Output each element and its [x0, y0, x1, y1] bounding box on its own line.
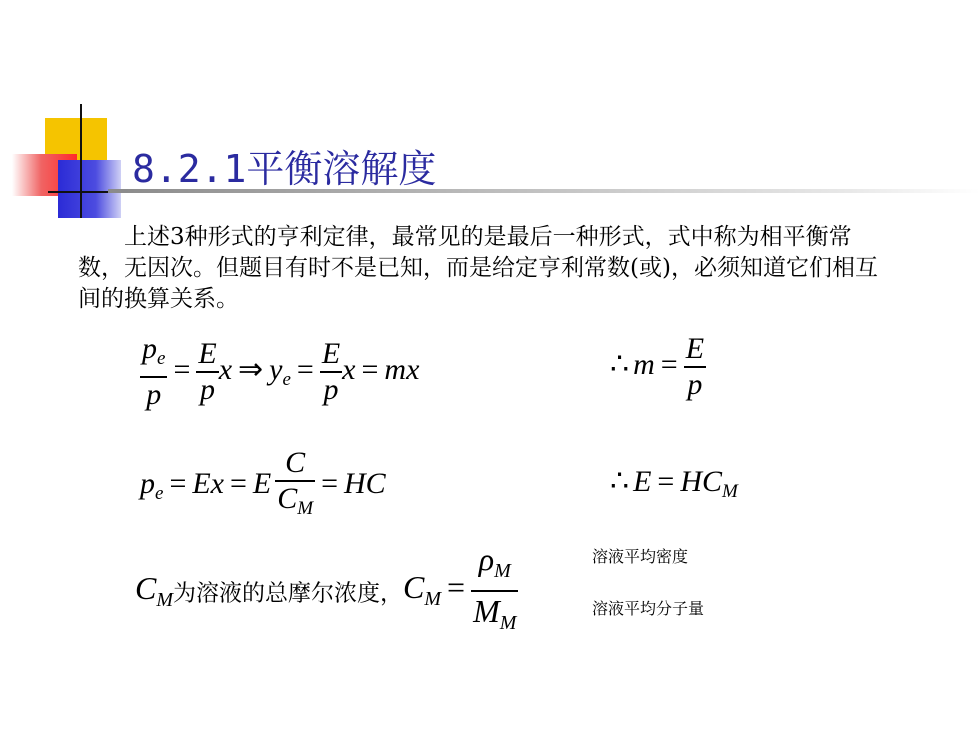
equation-E-definition: ∴ $E = HC_M$ [610, 465, 738, 502]
fraction-E-over-p: $\frac{E}{p}$ [321, 337, 341, 406]
cm-formula: $C_M$ = $\frac{\rho_M}{M_M}$ [403, 569, 518, 605]
body-paragraph: 上述3种形式的亨利定律，最常见的是最后一种形式，式中称为相平衡常数，无因次。但题目有时不是已知，而是给定亨利常数(或)，必须知道它们相互间的换算关系。 [78, 224, 878, 312]
fraction-rho-over-MM: $\frac{\rho_M}{M_M}$ [471, 540, 518, 642]
fraction-E-over-p: $\frac{E}{p}$ [198, 337, 217, 406]
concentration-description: 为溶液的总摩尔浓度， [173, 580, 404, 607]
equation-total-molar-concentration [135, 540, 518, 642]
fraction-E-over-p: $\frac{E}{p}$ [685, 332, 705, 401]
slide-title: 8.2.1平衡溶解度 [132, 147, 437, 191]
vertical-crossline [80, 104, 82, 218]
equation-m-definition: ∴ m = $\frac{E}{p}$ [610, 332, 705, 401]
equation-distribution: $\frac{p_e}{p}$ = $\frac{E}{p}$ x ⇒ $y_e$ = $\frac{E}{p}$ x = mx [142, 332, 420, 411]
cm-symbol: $C_M$ [135, 570, 174, 611]
annotation-mean-molecular-weight: 溶液平均分子量 [592, 599, 705, 618]
equation-henry-conversion: $p_e = Ex = E$ $\frac{C}{C_M}$ = HC [140, 446, 386, 526]
annotation-mean-density: 溶液平均密度 [592, 547, 689, 566]
fraction-C-over-CM: $\frac{C}{C_M}$ [275, 446, 315, 526]
fraction-pe-over-p: $\frac{p_e}{p}$ [142, 332, 166, 411]
